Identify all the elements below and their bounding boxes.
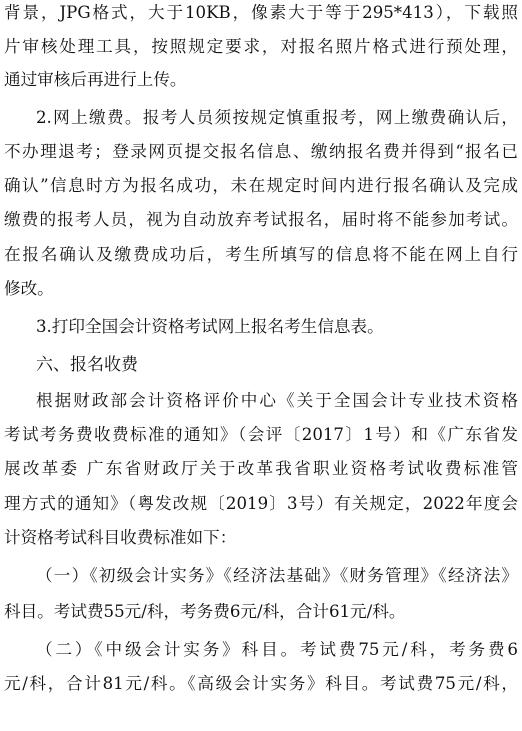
- text-line: （一）《初级会计实务》《经济法基础》《财务管理》《经济法》: [36, 566, 518, 585]
- text-line: 元/科，合计81元/科。《高级会计实务》科目。考试费75元/科，: [4, 674, 518, 693]
- section-heading: 六、报名收费: [36, 355, 138, 375]
- text-line: 展改革委 广东省财政厅关于改革我省职业资格考试收费标准管: [4, 459, 518, 478]
- text-line: 3.打印全国会计资格考试网上报名考生信息表。: [36, 317, 384, 336]
- text-line: 修改。: [4, 279, 54, 298]
- text-line: 通过审核后再进行上传。: [4, 70, 187, 89]
- text-line: 在报名确认及缴费成功后，考生所填写的信息将不能在网上自行: [4, 245, 518, 264]
- text-line: 计资格考试科目收费标准如下：: [4, 528, 237, 547]
- text-line: 2.网上缴费。报考人员须按规定慎重报考，网上缴费确认后，: [36, 108, 518, 127]
- text-line: 考试考务费收费标准的通知》（会评〔2017〕1号）和《广东省发: [4, 425, 518, 444]
- text-line: 缴费的报考人员，视为自动放弃考试报名，届时将不能参加考试。: [4, 210, 518, 229]
- text-line: （二）《中级会计实务》科目。考试费75元/科，考务费6: [36, 640, 518, 659]
- text-line: 根据财政部会计资格评价中心《关于全国会计专业技术资格: [36, 391, 518, 410]
- text-line: 背景，JPG格式，大于10KB，像素大于等于295*413），下载照: [4, 3, 518, 22]
- text-line: 理方式的通知》（粤发改规〔2019〕3号）有关规定，2022年度会: [4, 494, 518, 513]
- text-line: 科目。考试费55元/科，考务费6元/科，合计61元/科。: [4, 602, 406, 621]
- text-line: 片审核处理工具，按照规定要求，对报名照片格式进行预处理，: [4, 37, 518, 56]
- text-line: 确认”信息时方为报名成功，未在规定时间内进行报名确认及完成: [4, 176, 518, 195]
- text-line: 不办理退考；登录网页提交报名信息、缴纳报名费并得到“报名已: [4, 142, 518, 161]
